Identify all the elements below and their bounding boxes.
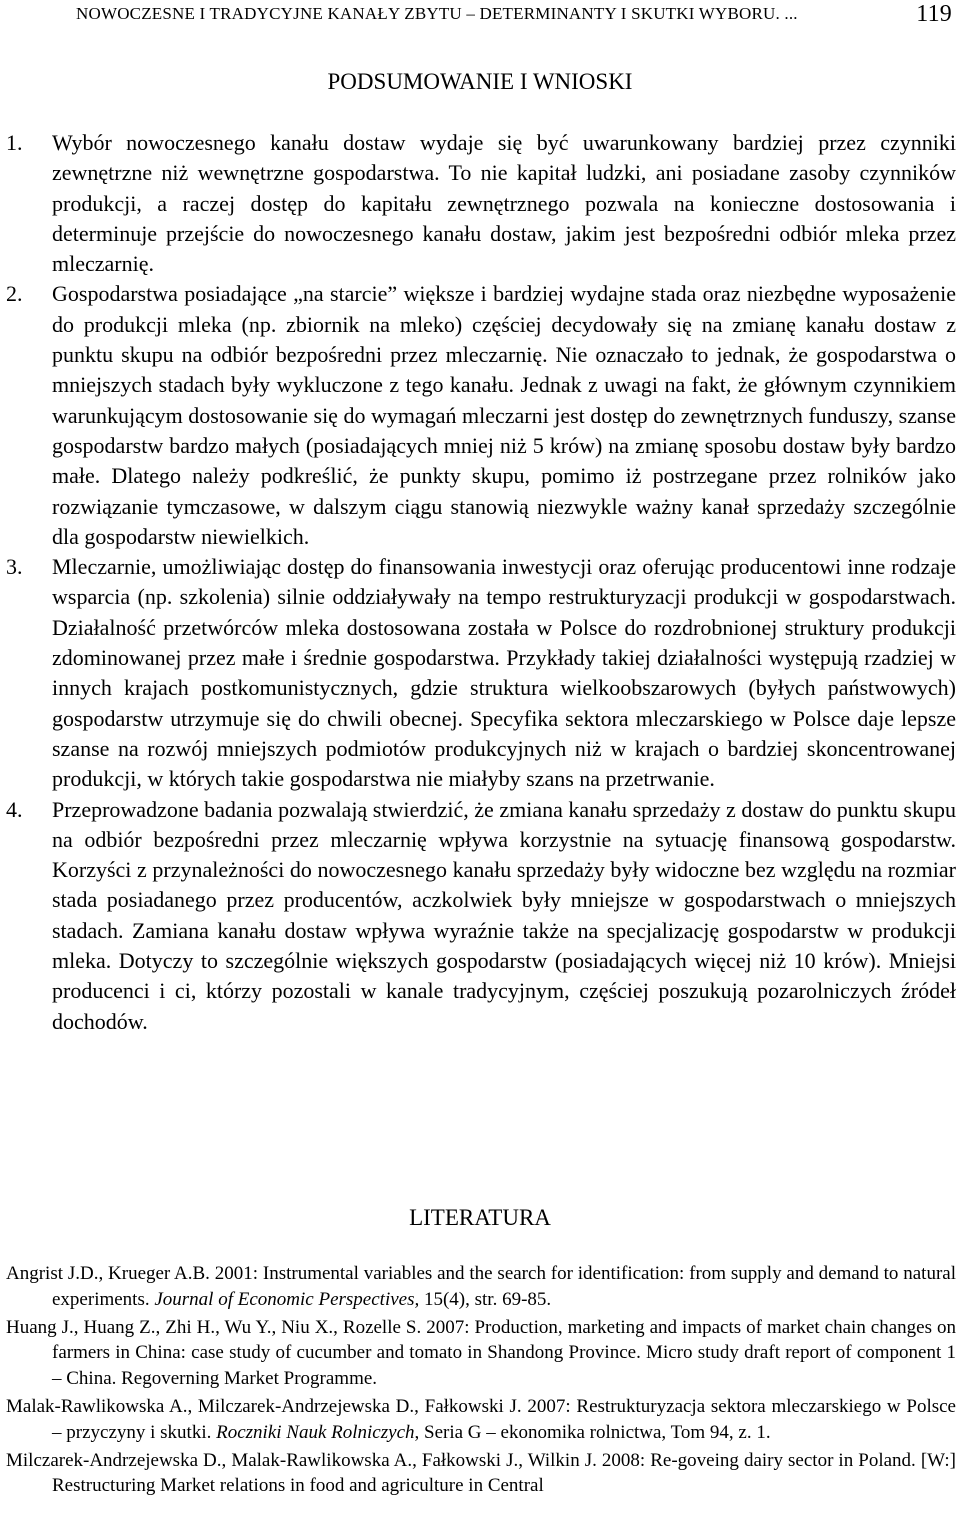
reference-text: Huang J., Huang Z., Zhi H., Wu Y., Niu X., Rozelle S. 2007: Production, marketing and impacts of market chain changes on farmers in China: case study of cucumber and tomato in Shandong Province. Micro study draft report of component 1 – China. Regoverning Market Programme. — [6, 1316, 956, 1390]
reference-entry — [6, 1394, 956, 1446]
running-title: NOWOCZESNE I TRADYCYJNE KANAŁY ZBYTU – DETERMINANTY I SKUTKI WYBORU. ... — [76, 4, 798, 23]
conclusion-text: Przeprowadzone badania pozwalają stwierdzić, że zmiana kanału sprzedaży z dostaw do punktu skupu na odbiór bezpośredni przez mleczarnię wpływa korzystnie na sytuację finansową gospodarstw. Korzyści z przynależności do nowoczesnego kanału sprzedaży były widoczne bez względu na rozmiar stada posiadanego przez producentów, aczkolwiek były mniejsze w gospodarstwach o mniejszych stadach. Zamiana kanału dostaw wpływa wyraźnie także na specjalizację gospodarstw w produkcji mleka. Dotyczy to szczególnie większych gospodarstw (posiadających więcej niż 10 krów). Mniejsi producenci i ci, którzy pozostali w kanale tradycyjnym, częściej poszukują pozarolniczych źródeł dochodów. — [52, 796, 956, 1034]
conclusions-title: PODSUMOWANIE I WNIOSKI — [327, 69, 633, 94]
reference-entry — [6, 1315, 956, 1392]
conclusion-text: Wybór nowoczesnego kanału dostaw wydaje się być uwarunkowany bardziej przez czynniki zewnętrzne niż wewnętrzne gospodarstwa. To nie kapitał ludzki, ani posiadane zasoby czynników produkcji, a raczej dostęp do kapitału zewnętrznego pozwala na konieczne dostosowania i determinuje przejście do nowoczesnego kanału dostaw, jakim jest bezpośredni odbiór mleka przez mleczarnię. — [52, 130, 956, 277]
conclusion-number: 2. — [6, 281, 23, 307]
reference-entry — [6, 1261, 956, 1313]
conclusions-list — [6, 128, 956, 1037]
running-header — [76, 2, 952, 26]
conclusion-number: 3. — [6, 554, 23, 580]
reference-journal: Journal of Economic Perspectives, — [154, 1288, 420, 1310]
reference-text: Milczarek-Andrzejewska D., Malak-Rawlikowska A., Fałkowski J., Wilkin J. 2008: Re-goveing dairy sector in Poland. [W:] Restructuring Market relations in food and agriculture in Central — [6, 1449, 956, 1497]
literature-title: LITERATURA — [409, 1205, 551, 1230]
page-number: 119 — [916, 1, 952, 27]
conclusion-item — [6, 279, 956, 552]
reference-text: Angrist J.D., Krueger A.B. 2001: Instrumental variables and the search for identification: from supply and demand to natural experiments. — [6, 1263, 956, 1310]
references-list — [6, 1261, 956, 1501]
conclusion-number: 1. — [6, 130, 23, 155]
conclusion-item — [6, 795, 956, 1037]
conclusion-number: 4. — [6, 796, 23, 822]
reference-text: Malak-Rawlikowska A., Milczarek-Andrzejewska D., Fałkowski J. 2007: Restrukturyzacja sektora mleczarskiego w Polsce – przyczyny i skutki. — [6, 1395, 956, 1443]
reference-entry — [6, 1448, 956, 1500]
reference-details: , Seria G – ekonomika rolnictwa, Tom 94, z. 1. — [414, 1421, 771, 1443]
reference-details: 15(4), str. 69-85. — [419, 1288, 552, 1310]
conclusion-text: Mleczarnie, umożliwiając dostęp do finansowania inwestycji oraz oferując producentowi inne rodzaje wsparcia (np. szkolenia) silnie oddziaływały na tempo restrukturyzacji produkcji w gospodarstwach. Działalność przetwórców mleka dostosowana została w Polsce do rozdrobnionej struktury produkcji zdominowanej przez małe i średnie gospodarstwa. Przykłady takiej działalności występują rzadziej w innych krajach postkomunistycznych, gdzie struktura wielkoobszarowych (byłych państwowych) gospodarstw utrzymuje się do chwili obecnej. Specyfika sektora mleczarskiego w Polsce daje lepsze szanse na rozwój mniejszych podmiotów produkcyjnych niż w krajach o bardziej skoncentrowanej produkcji, w których takie gospodarstwa nie miałyby szans na przetrwanie. — [52, 554, 956, 792]
conclusion-text: Gospodarstwa posiadające „na starcie” większe i bardziej wydajne stada oraz niezbędne wyposażenie do produkcji mleka (np. zbiornik na mleko) częściej decydowały się na zmianę kanału dostaw z punktu skupu na odbiór bezpośredni przez mleczarnię. Nie oznaczało to jednak, że gospodarstwa o mniejszych stadach były wykluczone z tego kanału. Jednak z uwagi na fakt, że głównym czynnikiem warunkującym dostosowanie się do wymagań mleczarni jest dostęp do zewnętrznych funduszy, szanse gospodarstw bardzo małych (posiadających mniej niż 5 krów) na zmianę sposobu dostaw były bardzo małe. Dlatego należy podkreślić, że punkty skupu, pomimo iż postrzegane przez rolników jako rozwiązanie tymczasowe, w dalszym ciągu stanowią niezwykle ważny kanał sprzedaży szczególnie dla gospodarstw niewielkich. — [52, 281, 956, 549]
conclusion-item — [6, 552, 956, 794]
conclusion-item — [6, 128, 956, 279]
reference-journal: Roczniki Nauk Rolniczych — [216, 1421, 415, 1443]
